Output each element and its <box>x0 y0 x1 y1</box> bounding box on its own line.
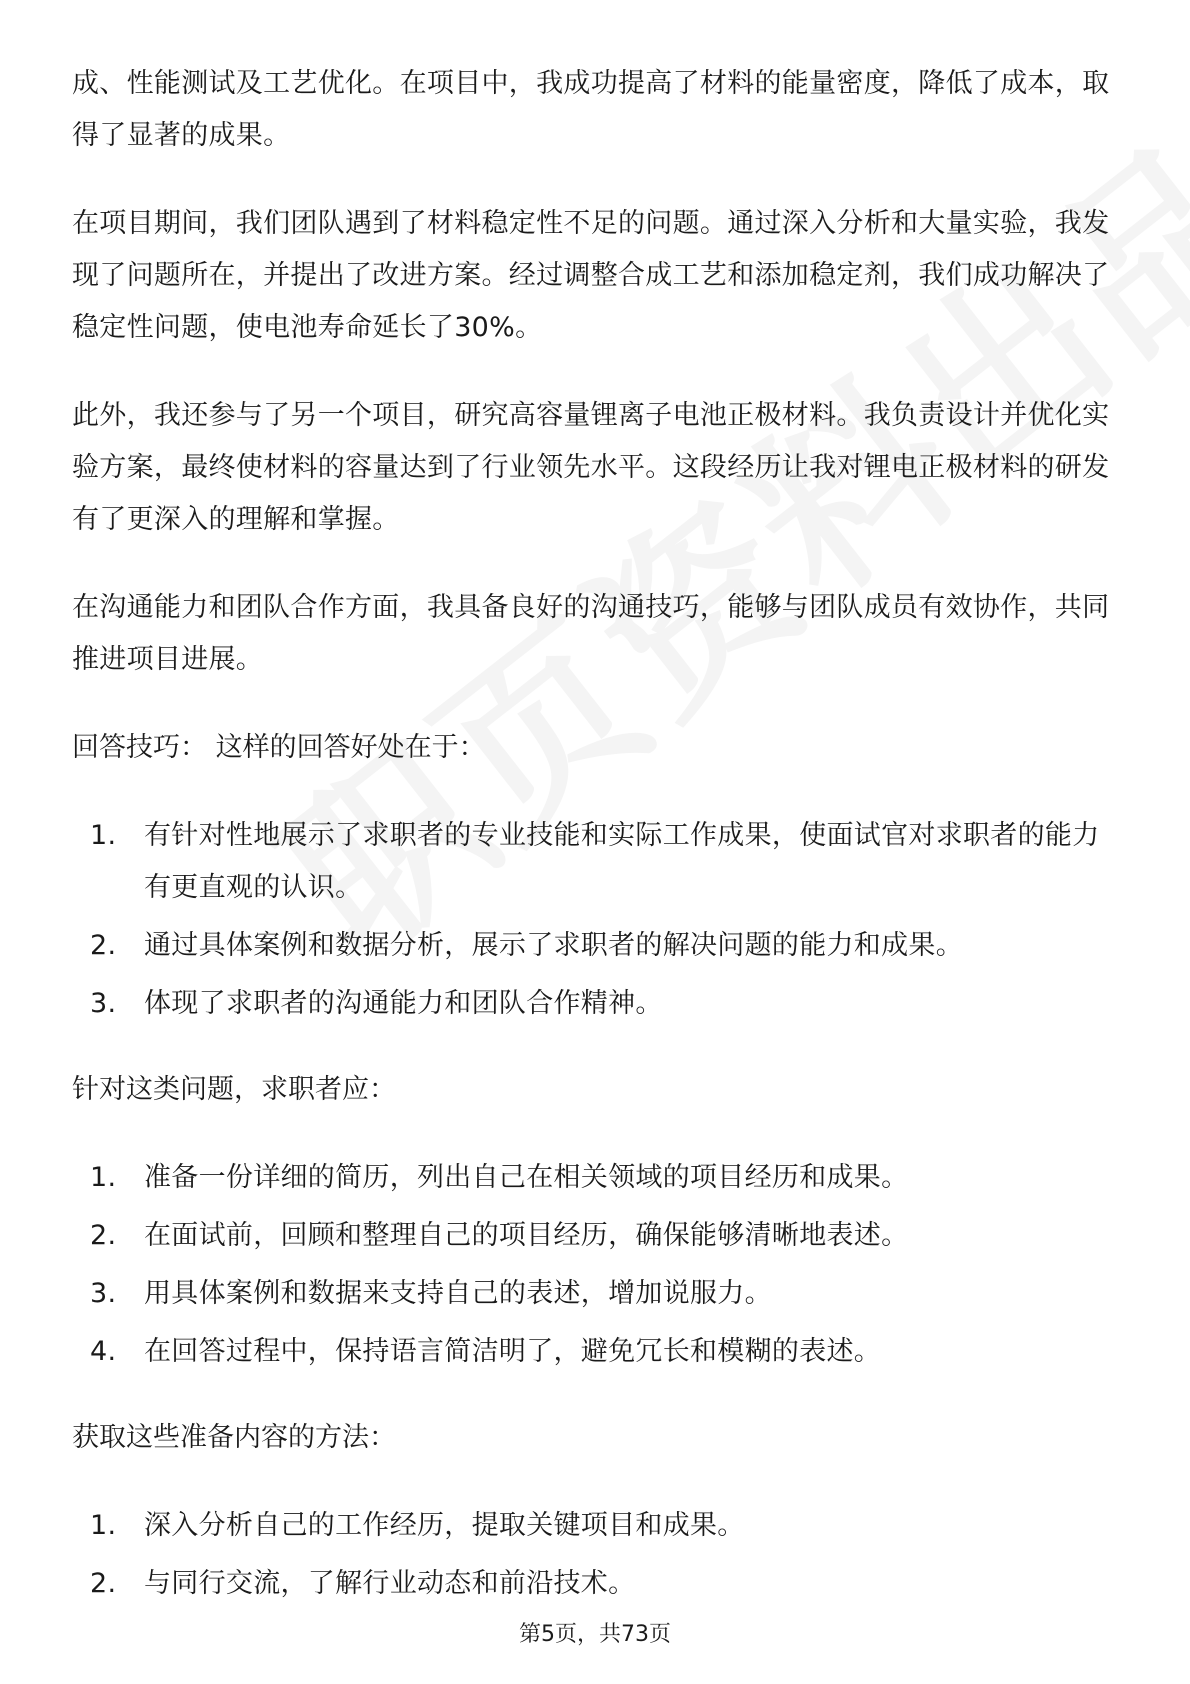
list-item-text: 在面试前，回顾和整理自己的项目经历，确保能够清晰地表述。 <box>144 1220 909 1251</box>
list-item-text: 与同行交流，了解行业动态和前沿技术。 <box>144 1568 636 1599</box>
list-item-text: 体现了求职者的沟通能力和团队合作精神。 <box>144 988 663 1019</box>
list-item <box>90 1326 1122 1378</box>
list-number: 2. <box>90 1568 117 1599</box>
list-item-text: 深入分析自己的工作经历，提取关键项目和成果。 <box>144 1510 745 1541</box>
page-footer: 第5页，共73页 <box>519 1622 671 1647</box>
list-item <box>90 978 1122 1030</box>
list-number: 1. <box>90 1510 117 1541</box>
paragraph: 此外，我还参与了另一个项目，研究高容量锂离子电池正极材料。我负责设计并优化实验方案，最终使材料的容量达到了行业领先水平。这段经历让我对锂电正极材料的研发有了更深入的理解和掌握。 <box>72 400 1110 535</box>
list-item <box>90 920 1122 972</box>
list-number: 1. <box>90 1162 117 1193</box>
list-item <box>90 1500 1122 1552</box>
list-item <box>90 1558 1122 1610</box>
paragraph: 成、性能测试及工艺优化。在项目中，我成功提高了材料的能量密度，降低了成本，取得了显著的成果。 <box>72 68 1110 151</box>
list-item-text: 有针对性地展示了求职者的专业技能和实际工作成果，使面试官对求职者的能力有更直观的认识。 <box>144 820 1100 903</box>
list-item-text: 用具体案例和数据来支持自己的表述，增加说服力。 <box>144 1278 772 1309</box>
method-list <box>72 1500 1122 1610</box>
list-item <box>90 810 1122 914</box>
list-item-text: 在回答过程中，保持语言简洁明了，避免冗长和模糊的表述。 <box>144 1336 882 1367</box>
list-item <box>90 1268 1122 1320</box>
advice-list <box>72 1152 1122 1378</box>
tips-list <box>72 810 1122 1030</box>
list-item <box>90 1210 1122 1262</box>
list-number: 2. <box>90 1220 117 1251</box>
list-item-text: 准备一份详细的简历，列出自己在相关领域的项目经历和成果。 <box>144 1162 909 1193</box>
list-number: 4. <box>90 1336 117 1367</box>
list-number: 1. <box>90 820 117 851</box>
method-heading: 获取这些准备内容的方法： <box>72 1422 396 1453</box>
paragraph: 在项目期间，我们团队遇到了材料稳定性不足的问题。通过深入分析和大量实验，我发现了问题所在，并提出了改进方案。经过调整合成工艺和添加稳定剂，我们成功解决了稳定性问题，使电池寿命延长了30%。 <box>72 208 1110 343</box>
paragraph: 在沟通能力和团队合作方面，我具备良好的沟通技巧，能够与团队成员有效协作，共同推进项目进展。 <box>72 592 1110 675</box>
list-number: 2. <box>90 930 117 961</box>
list-number: 3. <box>90 988 117 1019</box>
advice-heading: 针对这类问题，求职者应： <box>72 1074 396 1105</box>
page-content <box>72 58 1122 1644</box>
list-item <box>90 1152 1122 1204</box>
list-item-text: 通过具体案例和数据分析，展示了求职者的解决问题的能力和成果。 <box>144 930 963 961</box>
tips-heading: 回答技巧： 这样的回答好处在于： <box>72 732 486 763</box>
list-number: 3. <box>90 1278 117 1309</box>
